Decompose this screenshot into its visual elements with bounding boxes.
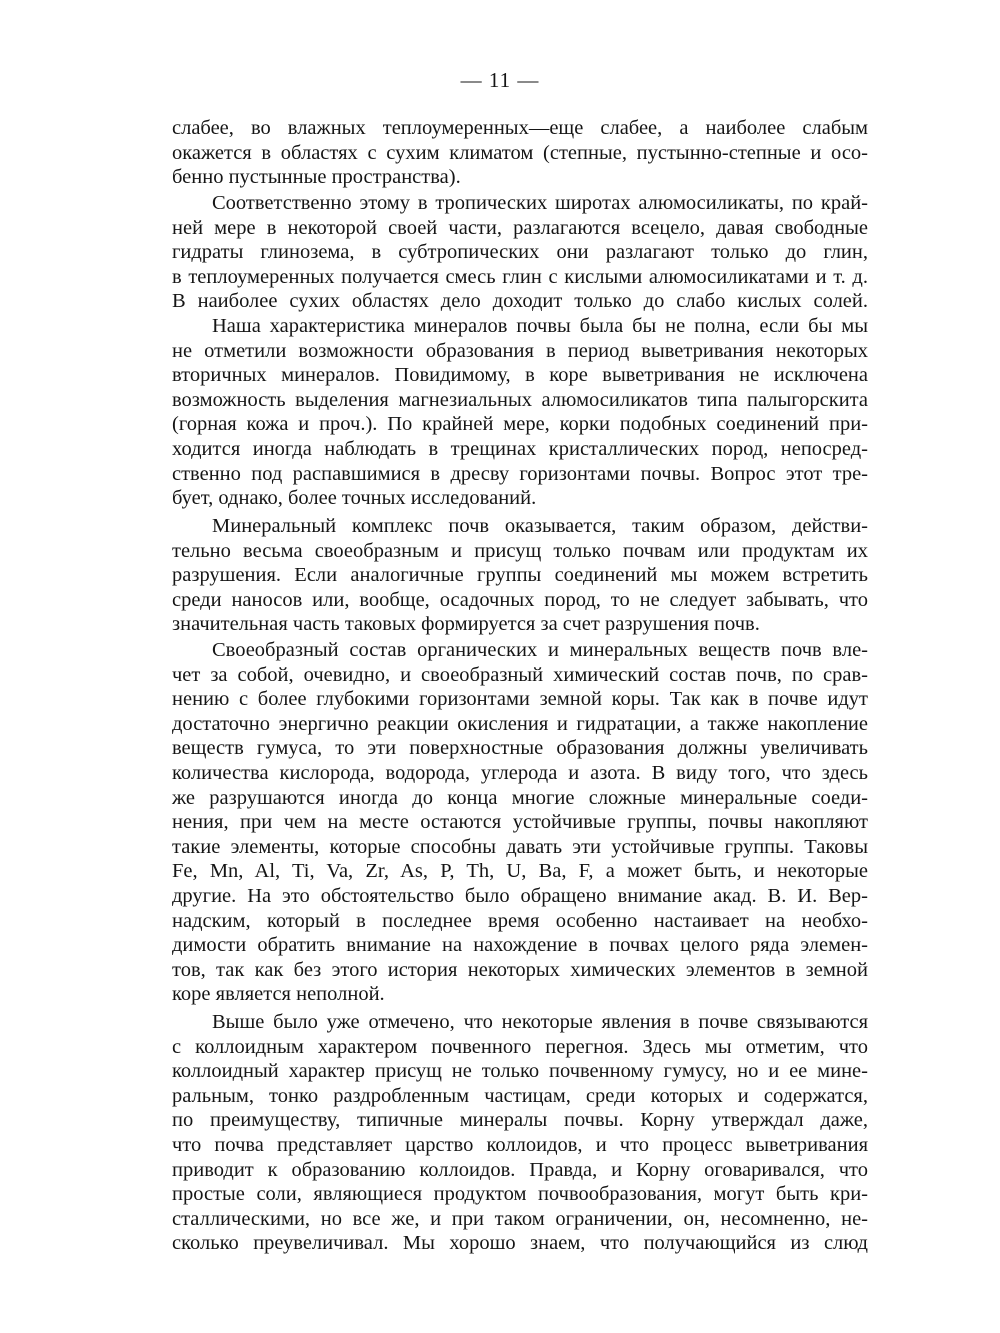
text-line: тельно весьма своеобразным и присущ только почвам или продуктам их: [172, 539, 868, 562]
text-line: вторичных минералов. Повидимому, в коре выветривания не исключена: [172, 364, 868, 387]
page-number: — 11 —: [460, 68, 540, 92]
text-line: нения, при чем на месте остаются устойчивые группы, почвы накопляют: [172, 811, 868, 834]
text-line: не отметили возможности образования в период выветривания некоторых: [172, 339, 868, 362]
text-line: надским, который в последнее время особенно настаивает на необхо-: [172, 909, 868, 932]
text-line: гидраты глинозема, в субтропических они разлагают только до глин,: [172, 241, 868, 264]
text-line: бенно пустынные пространства).: [172, 166, 461, 189]
text-line: другие. На это обстоятельство было обращено внимание акад. В. И. Вер-: [172, 884, 868, 907]
text-line: по преимуществу, типичные минералы почвы. Корну утверждал даже,: [172, 1109, 868, 1132]
paragraph: [172, 314, 868, 511]
text-line: тов, так как без этого история некоторых химических элементов в земной: [172, 958, 868, 981]
text-line: ственно под распавшимися в дресву горизонтами почвы. Вопрос этот тре-: [172, 462, 868, 485]
text-line: Своеобразный состав органических и минеральных веществ почв вле-: [212, 639, 868, 661]
text-line: ходится иногда наблюдать в трещинах кристаллических пород, непосред-: [172, 437, 868, 460]
paragraph: [172, 638, 868, 1007]
text-line: достаточно энергично реакции окисления и гидратации, а также накопление: [172, 712, 868, 735]
text-line: нению с более глубокими горизонтами земной коры. Так как в почве идут: [172, 688, 868, 711]
text-line: возможность выделения магнезиальных алюмосиликатов типа палыгорскита: [172, 388, 868, 411]
text-line: димости обратить внимание на нахождение в почвах целого ряда элемен-: [172, 934, 868, 957]
text-line: Fe, Mn, Al, Ti, Va, Zr, As, P, Th, U, Ba, F, а может быть, и некоторые: [172, 860, 868, 883]
text-line: (горная кожа и проч.). По крайней мере, корки подобных соединений при-: [172, 413, 868, 436]
text-line: сталлическими, но все же, и при таком ограничении, он, несомненно, не-: [172, 1207, 868, 1230]
text-line: сколько преувеличивал. Мы хорошо знаем, что получающийся из слюд: [172, 1232, 868, 1255]
text-line: значительная часть таковых формируется за счет разрушения почв.: [172, 613, 760, 636]
text-line: же разрушаются иногда до конца многие сложные минеральные соеди-: [172, 786, 868, 809]
paragraph: [172, 514, 868, 637]
paragraph: [172, 1010, 868, 1256]
text-line: Минеральный комплекс почв оказывается, таким образом, действи-: [212, 515, 868, 537]
text-line: количества кислорода, водорода, углерода и азота. В виду того, что здесь: [172, 761, 868, 784]
text-line: в теплоумеренных получается смесь глин с кислыми алюмосиликатами и т. д.: [172, 265, 868, 288]
text-line: приводит к образованию коллоидов. Правда, и Корну оговаривался, что: [172, 1158, 868, 1181]
text-line: Выше было уже отмечено, что некоторые явления в почве связываются: [212, 1011, 868, 1033]
text-line: ральным, тонко раздробленным частицам, среди которых и содержатся,: [172, 1084, 868, 1107]
text-line: Соответственно этому в тропических широтах алюмосиликаты, по край-: [212, 192, 868, 214]
text-line: веществ гумуса, то эти поверхностные образования должны увеличивать: [172, 737, 868, 760]
text-line: ней мере в некоторой своей части, разлагаются всецело, давая свободные: [172, 216, 868, 239]
text-line: что почва представляет царство коллоидов, и что процесс выветривания: [172, 1133, 868, 1156]
text-line: коллоидный характер присущ не только почвенному гумусу, но и ее мине-: [172, 1060, 868, 1083]
text-line: окажется в областях с сухим климатом (степные, пустынно-степные и осо-: [172, 141, 868, 164]
text-line: среди наносов или, вообще, осадочных пород, то не следует забывать, что: [172, 588, 868, 611]
text-line: такие элементы, которые способны давать эти устойчивые группы. Таковы: [172, 835, 868, 858]
text-line: чет за собой, очевидно, и своеобразный химический состав почв, по срав-: [172, 663, 868, 686]
text-line: с коллоидным характером почвенного перегноя. Здесь мы отметим, что: [172, 1035, 868, 1058]
text-line: бует, однако, более точных исследований.: [172, 487, 537, 510]
text-line: коре является неполной.: [172, 983, 385, 1006]
paragraph: [172, 116, 868, 190]
text-line: В наиболее сухих областях дело доходит только до слабо кислых солей.: [172, 290, 868, 313]
paragraph: [172, 191, 868, 314]
text-line: Наша характеристика минералов почвы была бы не полна, если бы мы: [212, 315, 868, 337]
text-line: слабее, во влажных теплоумеренных—еще слабее, а наиболее слабым: [172, 117, 868, 139]
text-line: простые соли, являющиеся продуктом почвообразования, могут быть кри-: [172, 1183, 868, 1206]
text-line: разрушения. Если аналогичные группы соединений мы можем встретить: [172, 564, 868, 587]
